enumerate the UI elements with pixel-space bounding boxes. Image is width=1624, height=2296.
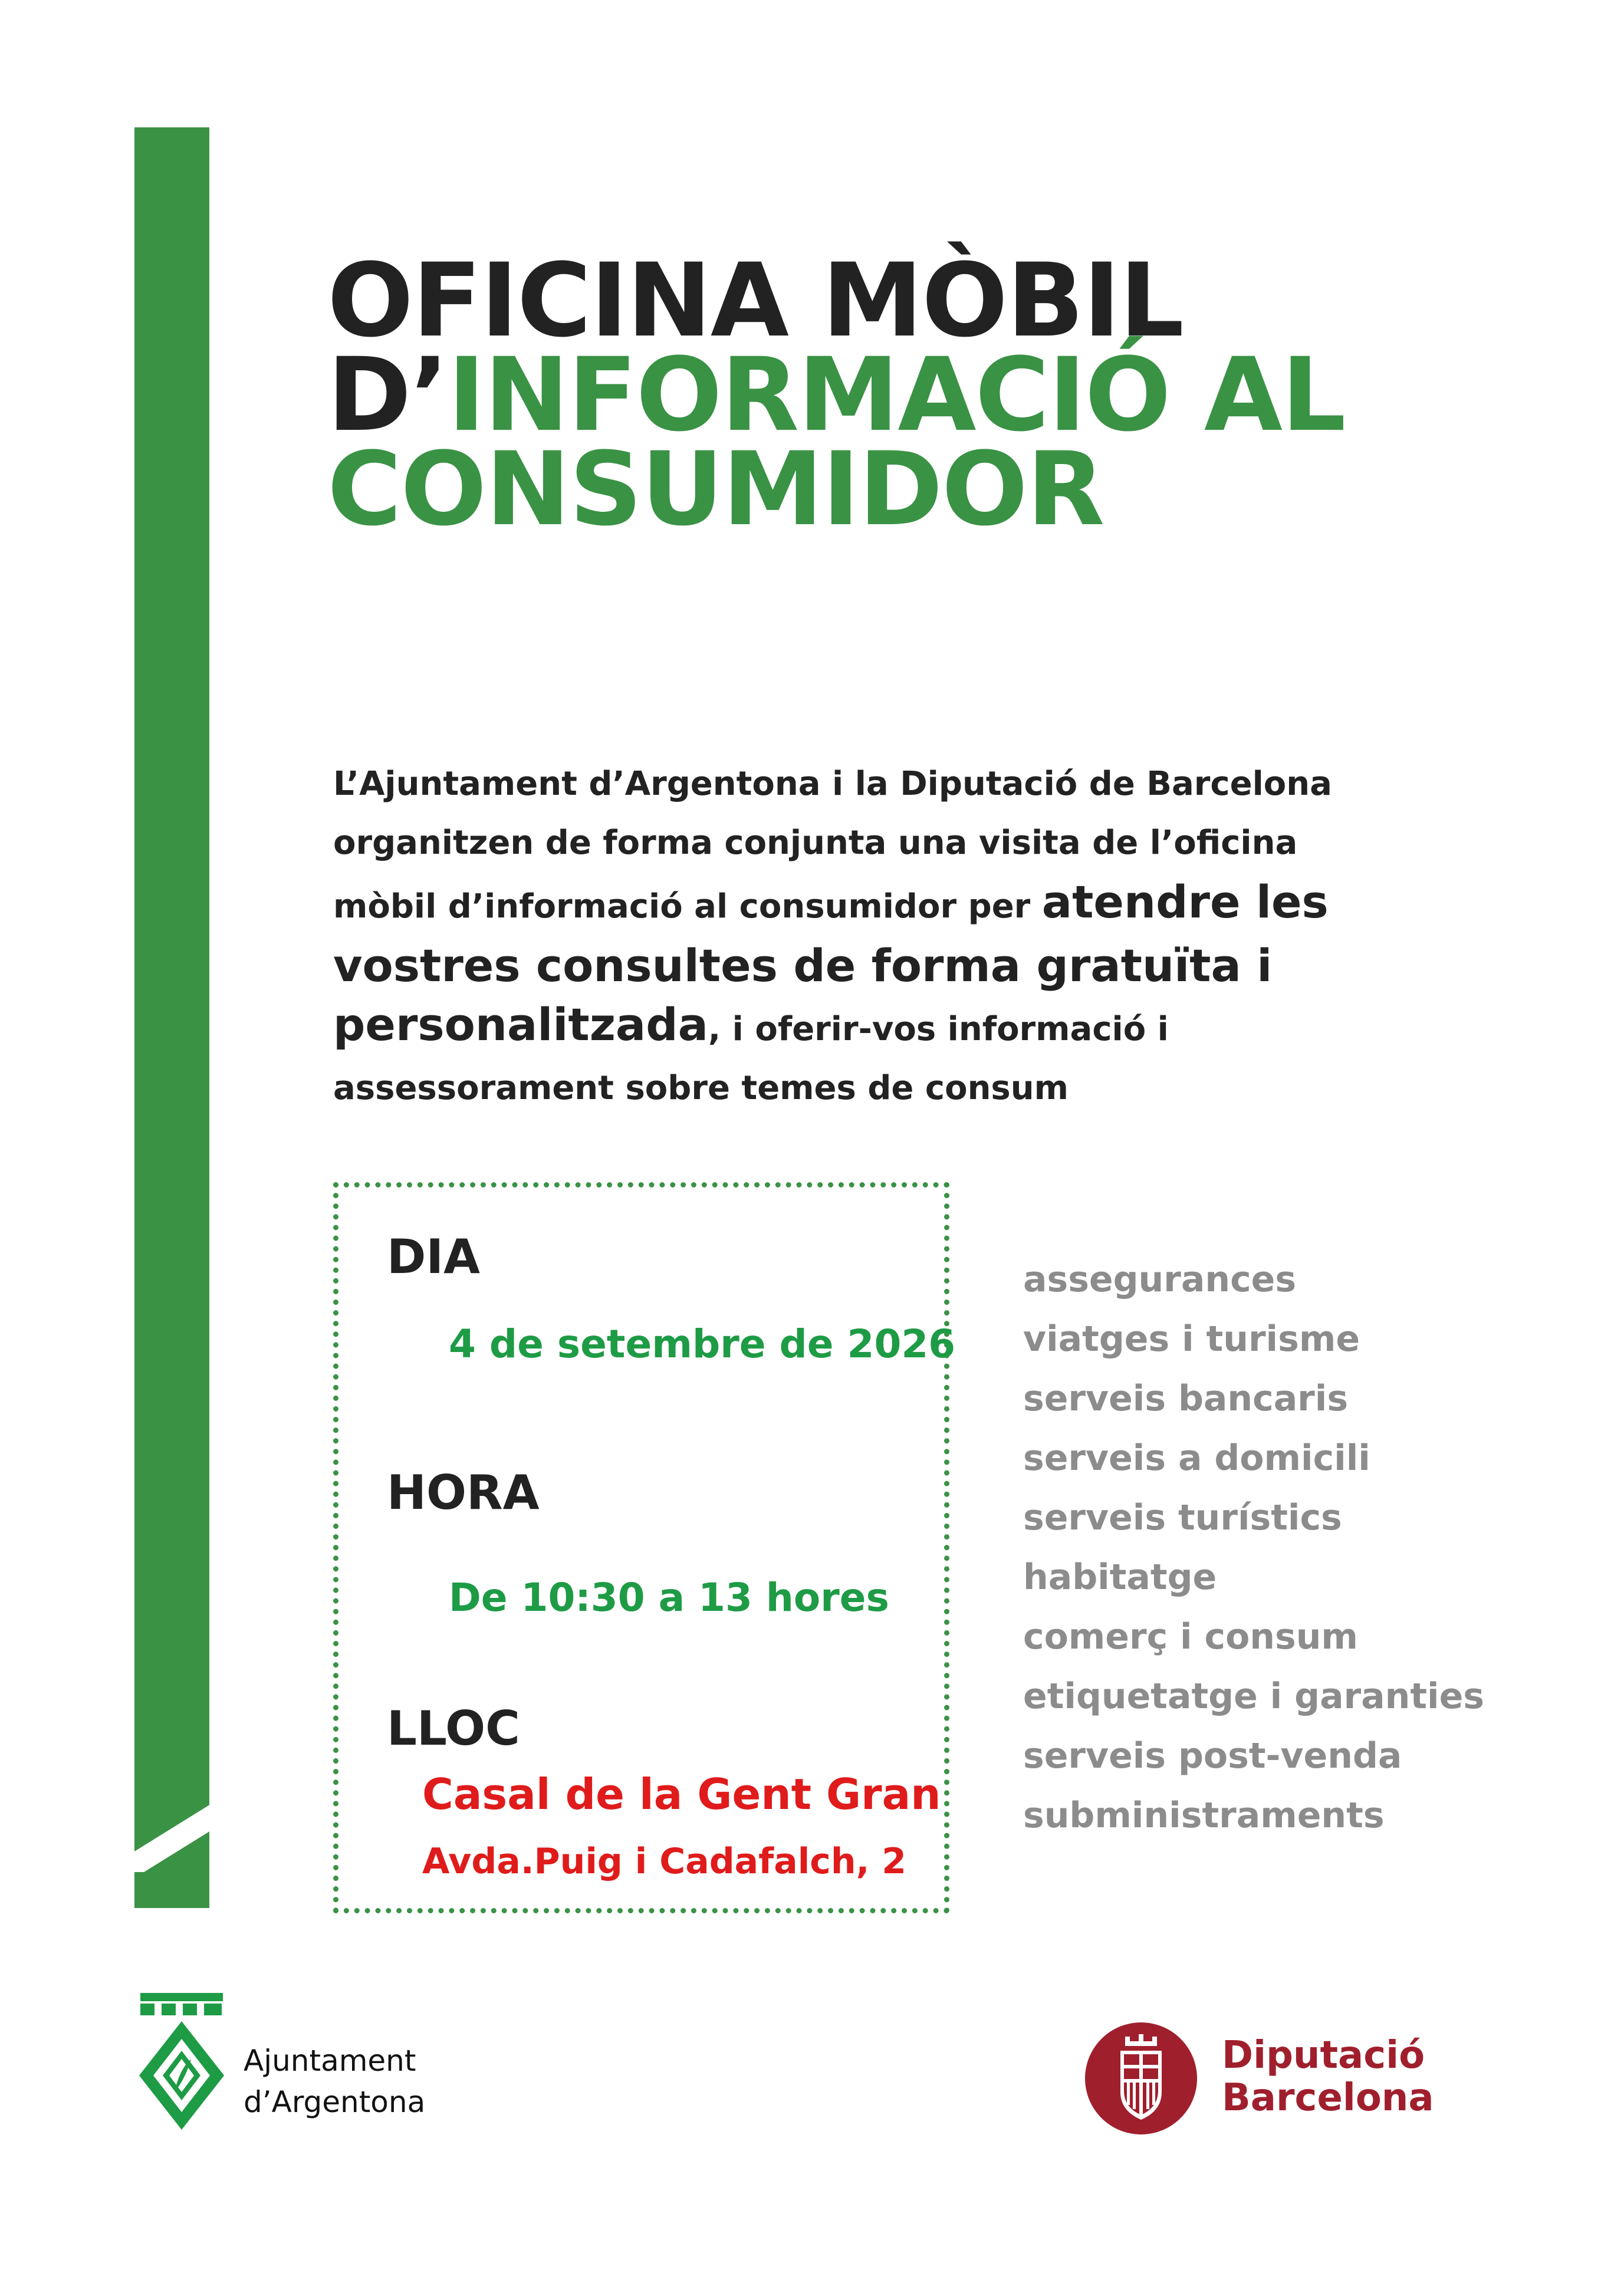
place-label: LLOC xyxy=(387,1701,520,1756)
diputacio-name xyxy=(1222,2034,1434,2119)
topic-item: serveis post-venda xyxy=(1023,1735,1402,1777)
ajuntament-name-line-1: Ajuntament xyxy=(244,2044,416,2078)
place-address: Avda.Puig i Cadafalch, 2 xyxy=(422,1841,907,1882)
topic-item: serveis a domicili xyxy=(1023,1438,1370,1479)
event-info-box xyxy=(333,1182,956,1913)
diputacio-name-line-1: Diputació xyxy=(1222,2034,1425,2077)
ajuntament-logo xyxy=(134,1993,471,2134)
place-name: Casal de la Gent Gran xyxy=(422,1769,941,1819)
day-label: DIA xyxy=(387,1229,481,1284)
topic-item: habitatge xyxy=(1023,1557,1217,1598)
topic-item: serveis turístics xyxy=(1023,1497,1342,1538)
diputacio-name-line-2: Barcelona xyxy=(1222,2076,1434,2120)
topic-item: viatges i turisme xyxy=(1023,1318,1360,1360)
ajuntament-name-line-2: d’Argentona xyxy=(244,2085,426,2119)
diputacio-seal-icon xyxy=(1085,2022,1197,2134)
time-value: De 10:30 a 13 hores xyxy=(449,1575,889,1620)
title-line-2 xyxy=(327,335,1536,454)
intro-highlight: atendre les vostres consultes de forma gratuïta i personalitzada xyxy=(333,876,1329,1051)
title-line-2-green: INFORMACIÓ AL xyxy=(448,335,1345,454)
decorative-bar-cut xyxy=(130,1778,215,1872)
topic-item: serveis bancaris xyxy=(1023,1378,1349,1419)
topic-item: etiquetatge i garanties xyxy=(1023,1676,1485,1717)
diputacio-logo xyxy=(1085,2017,1510,2134)
intro-text-part-1: L’Ajuntament d’Argentona i la Diputació de Barcelona organitzen de forma conjunta una visita de l’oficina mòbil d’informació al consumidor per xyxy=(333,765,1332,926)
topic-item: subministraments xyxy=(1023,1795,1385,1836)
time-label: HORA xyxy=(387,1465,540,1520)
intro-paragraph xyxy=(333,755,1365,1118)
title-line-1: OFICINA MÒBIL xyxy=(327,241,1183,360)
topics-list xyxy=(1023,1250,1554,1846)
intro-text-part-2: , i oferir-vos informació i assessorament sobre temes de consum xyxy=(333,1010,1169,1107)
topic-item: assegurances xyxy=(1023,1259,1297,1300)
argentona-emblem-icon xyxy=(134,1993,229,2134)
page-title xyxy=(327,241,1536,548)
day-value: 4 de setembre de 2026 xyxy=(449,1321,956,1367)
decorative-green-bar xyxy=(134,127,209,1908)
title-line-3: CONSUMIDOR xyxy=(327,430,1104,548)
ajuntament-name xyxy=(244,2040,425,2123)
topic-item: comerç i consum xyxy=(1023,1616,1358,1657)
title-line-2-dark: D’ xyxy=(327,335,448,454)
